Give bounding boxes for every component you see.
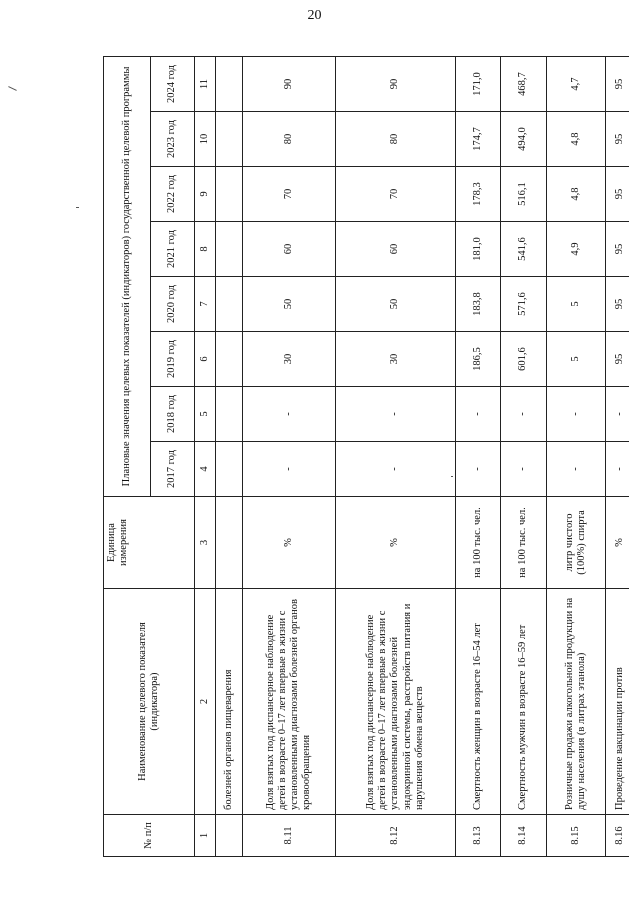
- table-row: [216, 56, 243, 856]
- row-value: -: [243, 387, 336, 442]
- row-value: 186,5: [456, 332, 501, 387]
- row-value: 80: [243, 112, 336, 167]
- row-num: 8.11: [243, 815, 336, 857]
- table-row: [456, 56, 501, 856]
- header-unit: Единица измерения: [104, 497, 195, 589]
- row-value: 4,8: [547, 167, 606, 222]
- row-value: 95: [606, 222, 629, 277]
- row-value: 30: [336, 332, 456, 387]
- row-value: [216, 387, 243, 442]
- column-number: 3: [195, 497, 216, 589]
- row-num: 8.16: [606, 815, 629, 857]
- column-number: 8: [195, 222, 216, 277]
- row-value: 90: [243, 56, 336, 111]
- column-number: 11: [195, 56, 216, 111]
- row-value: 183,8: [456, 277, 501, 332]
- row-value: 181,0: [456, 222, 501, 277]
- row-value: [216, 167, 243, 222]
- scan-mark: [8, 86, 17, 91]
- row-num: 8.12: [336, 815, 456, 857]
- row-value: 171,0: [456, 56, 501, 111]
- row-num: 8.13: [456, 815, 501, 857]
- column-number: 10: [195, 112, 216, 167]
- header-year: 2018 год: [151, 387, 195, 442]
- row-value: 5: [547, 277, 606, 332]
- row-value: 516,1: [501, 167, 547, 222]
- column-number: 6: [195, 332, 216, 387]
- header-year: 2023 год: [151, 112, 195, 167]
- row-value: [216, 222, 243, 277]
- column-number: 9: [195, 167, 216, 222]
- page-number: 20: [307, 8, 322, 23]
- row-value: -: [243, 442, 336, 497]
- scan-mark: [76, 207, 79, 208]
- header-planned: Плановые значения целевых показателей (индикаторов) государственной целевой программы: [104, 56, 151, 496]
- table-row: [501, 56, 547, 856]
- row-value: 95: [606, 56, 629, 111]
- row-value: -: [606, 387, 629, 442]
- column-number: 1: [195, 815, 216, 857]
- row-value: -: [336, 442, 456, 497]
- row-value: -: [501, 387, 547, 442]
- row-value: 95: [606, 167, 629, 222]
- row-name: Смертность мужчин в возрасте 16–59 лет: [501, 589, 547, 815]
- row-value: 70: [336, 167, 456, 222]
- row-unit: %: [336, 497, 456, 589]
- row-unit: на 100 тыс. чел.: [456, 497, 501, 589]
- row-value: 50: [243, 277, 336, 332]
- row-value: 4,7: [547, 56, 606, 111]
- row-value: [216, 442, 243, 497]
- row-value: [216, 112, 243, 167]
- row-value: 50: [336, 277, 456, 332]
- header-year: 2024 год: [151, 56, 195, 111]
- row-value: -: [456, 387, 501, 442]
- header-num: № п/п: [104, 815, 195, 857]
- row-value: 174,7: [456, 112, 501, 167]
- table-row: [336, 56, 456, 856]
- table-row: [243, 56, 336, 856]
- row-value: 4,9: [547, 222, 606, 277]
- row-value: 60: [243, 222, 336, 277]
- row-value: 60: [336, 222, 456, 277]
- row-value: -: [456, 442, 501, 497]
- rotated-table-container: [103, 57, 626, 857]
- header-name: Наименование целевого показателя (индикатора): [104, 589, 195, 815]
- row-value: 90: [336, 56, 456, 111]
- row-value: 95: [606, 112, 629, 167]
- row-value: -: [606, 442, 629, 497]
- table-row: [547, 56, 606, 856]
- row-value: -: [501, 442, 547, 497]
- column-number: 2: [195, 589, 216, 815]
- row-unit: [216, 497, 243, 589]
- header-year: 2022 год: [151, 167, 195, 222]
- header-year: 2021 год: [151, 222, 195, 277]
- row-name: Доля взятых под диспансерное наблюдение детей в возрасте 0–17 лет впервые в жизни с установленными диагнозами болезней органов кровообращения: [243, 589, 336, 815]
- row-value: -: [547, 387, 606, 442]
- table-row: [606, 56, 629, 856]
- row-value: 80: [336, 112, 456, 167]
- row-value: 5: [547, 332, 606, 387]
- row-value: 30: [243, 332, 336, 387]
- row-value: 494,0: [501, 112, 547, 167]
- row-name: Смертность женщин в возрасте 16–54 лет: [456, 589, 501, 815]
- header-year: 2019 год: [151, 332, 195, 387]
- row-num: [216, 815, 243, 857]
- row-value: -: [336, 387, 456, 442]
- row-value: 571,6: [501, 277, 547, 332]
- row-unit: %: [606, 497, 629, 589]
- row-value: [216, 56, 243, 111]
- row-unit: %: [243, 497, 336, 589]
- row-value: 601,6: [501, 332, 547, 387]
- row-value: 70: [243, 167, 336, 222]
- row-value: -: [547, 442, 606, 497]
- column-number: 5: [195, 387, 216, 442]
- row-value: [216, 332, 243, 387]
- row-name: Доля взятых под диспансерное наблюдение детей в возрасте 0–17 лет впервые в жизни с установленными диагнозами болезней эндокринной системы, расстройств питания и нарушения обмена веществ: [336, 589, 456, 815]
- row-value: 468,7: [501, 56, 547, 111]
- row-unit: литр чистого (100%) спирта: [547, 497, 606, 589]
- header-year: 2020 год: [151, 277, 195, 332]
- row-name: Проведение вакцинации против: [606, 589, 629, 815]
- column-number: 7: [195, 277, 216, 332]
- row-num: 8.15: [547, 815, 606, 857]
- column-number: 4: [195, 442, 216, 497]
- row-name: болезней органов пищеварения: [216, 589, 243, 815]
- row-num: 8.14: [501, 815, 547, 857]
- header-year: 2017 год: [151, 442, 195, 497]
- row-unit: на 100 тыс. чел.: [501, 497, 547, 589]
- column-number-row: [195, 56, 216, 856]
- row-value: 95: [606, 332, 629, 387]
- indicators-table: [103, 56, 629, 857]
- row-name: Розничные продажи алкогольной продукции на душу населения (в литрах этанола): [547, 589, 606, 815]
- row-value: [216, 277, 243, 332]
- row-value: 178,3: [456, 167, 501, 222]
- row-value: 95: [606, 277, 629, 332]
- row-value: 541,6: [501, 222, 547, 277]
- row-value: 4,8: [547, 112, 606, 167]
